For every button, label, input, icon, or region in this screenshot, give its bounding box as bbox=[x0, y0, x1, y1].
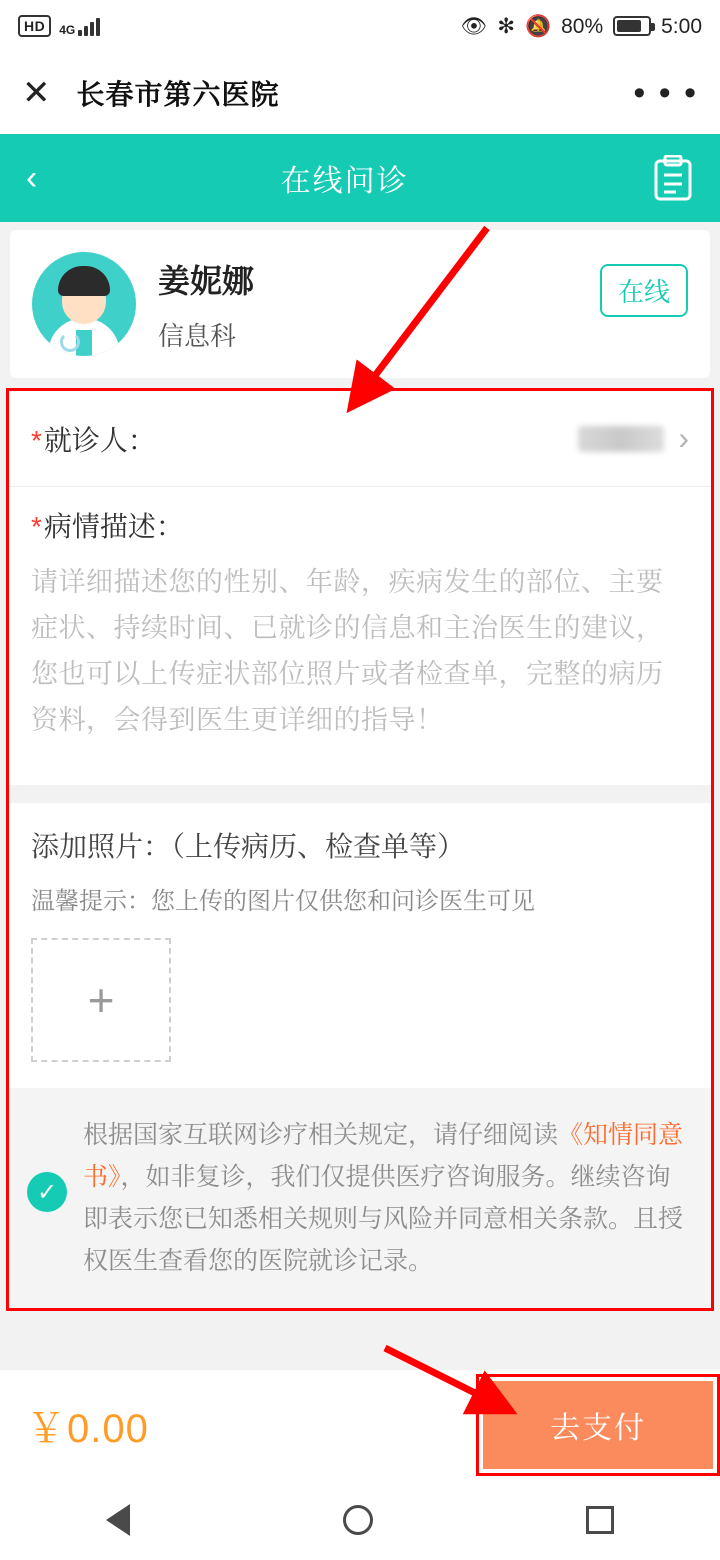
agreement-text-part2: ，如非复诊，我们仅提供医疗咨询服务。继续咨询即表示您已知悉相关规则与风险并同意相关条款。且授权医生查看您的医院就诊记录。 bbox=[83, 1163, 684, 1275]
signal-icon bbox=[59, 16, 100, 36]
price-value: 0.00 bbox=[67, 1406, 149, 1451]
battery-icon bbox=[613, 16, 651, 36]
description-block[interactable] bbox=[9, 487, 711, 785]
hd-icon: HD bbox=[18, 15, 51, 37]
patient-name-value bbox=[578, 426, 664, 452]
photo-title: 添加照片：（上传病历、检查单等） bbox=[31, 831, 466, 862]
agreement-text bbox=[83, 1114, 689, 1282]
agreement-text-part1: 根据国家互联网诊疗相关规定，请仔细阅读 bbox=[83, 1121, 559, 1149]
agreement-block bbox=[9, 1088, 711, 1308]
status-bar bbox=[0, 0, 720, 52]
required-mark: * bbox=[31, 511, 42, 542]
chevron-right-icon: › bbox=[678, 420, 689, 456]
consultation-form-highlight bbox=[6, 388, 714, 1311]
bluetooth-icon: ✻ bbox=[497, 14, 515, 38]
doctor-card[interactable] bbox=[10, 230, 710, 378]
back-triangle-icon[interactable] bbox=[106, 1504, 130, 1536]
pay-button[interactable]: 去支付 bbox=[483, 1381, 713, 1469]
app-bar-left bbox=[22, 73, 280, 113]
close-icon[interactable]: ✕ bbox=[22, 74, 51, 112]
page-title: 长春市第六医院 bbox=[76, 79, 280, 110]
description-label-text: 病情描述： bbox=[43, 511, 184, 542]
home-circle-icon[interactable] bbox=[343, 1505, 373, 1535]
eye-icon: 👁 bbox=[460, 14, 488, 38]
clock-label: 5:00 bbox=[661, 14, 702, 38]
bottom-bar bbox=[0, 1370, 720, 1480]
photo-upload-block bbox=[9, 803, 711, 1088]
more-menu-icon[interactable]: • • • bbox=[633, 74, 698, 112]
doctor-info bbox=[158, 256, 254, 353]
currency-symbol: ￥ bbox=[26, 1406, 67, 1451]
patient-label-text: 就诊人： bbox=[43, 424, 156, 456]
description-label bbox=[31, 505, 689, 545]
patient-selector-row[interactable] bbox=[9, 391, 711, 487]
agreement-link[interactable]: 《知情同意书》 bbox=[83, 1121, 684, 1191]
patient-value-wrap[interactable] bbox=[578, 420, 689, 457]
android-nav-bar bbox=[0, 1480, 720, 1560]
section-divider bbox=[9, 785, 711, 803]
price-label bbox=[26, 1397, 149, 1454]
required-mark: * bbox=[31, 424, 42, 456]
recents-square-icon[interactable] bbox=[586, 1506, 614, 1534]
doctor-name: 姜妮娜 bbox=[158, 262, 255, 299]
patient-label bbox=[31, 419, 156, 459]
signal-bars-icon bbox=[78, 16, 100, 36]
photo-tip: 温馨提示：您上传的图片仅供您和问诊医生可见 bbox=[31, 888, 535, 915]
agreement-checkbox[interactable]: ✓ bbox=[27, 1172, 67, 1212]
nav-title: 在线问诊 bbox=[280, 165, 409, 198]
network-type-label: 4G bbox=[59, 23, 76, 37]
bell-mute-icon: 🔕 bbox=[524, 14, 552, 38]
description-input[interactable]: 请详细描述您的性别、年龄，疾病发生的部位、主要症状、持续时间、已就诊的信息和主治医生的建议，您也可以上传症状部位照片或者检查单，完整的病历资料，会得到医生更详细的指导！ bbox=[31, 567, 664, 735]
nav-bar bbox=[0, 134, 720, 222]
clipboard-icon[interactable] bbox=[652, 155, 694, 201]
avatar bbox=[32, 252, 136, 356]
status-bar-right bbox=[461, 16, 702, 37]
battery-percent-label: 80% bbox=[561, 14, 604, 38]
pay-button-highlight bbox=[476, 1374, 720, 1476]
add-photo-button[interactable]: + bbox=[31, 938, 171, 1062]
status-badge: 在线 bbox=[600, 264, 688, 317]
status-bar-left bbox=[18, 15, 100, 37]
doctor-department: 信息科 bbox=[158, 320, 237, 351]
app-bar bbox=[0, 52, 720, 134]
back-icon[interactable]: ‹ bbox=[26, 158, 38, 197]
